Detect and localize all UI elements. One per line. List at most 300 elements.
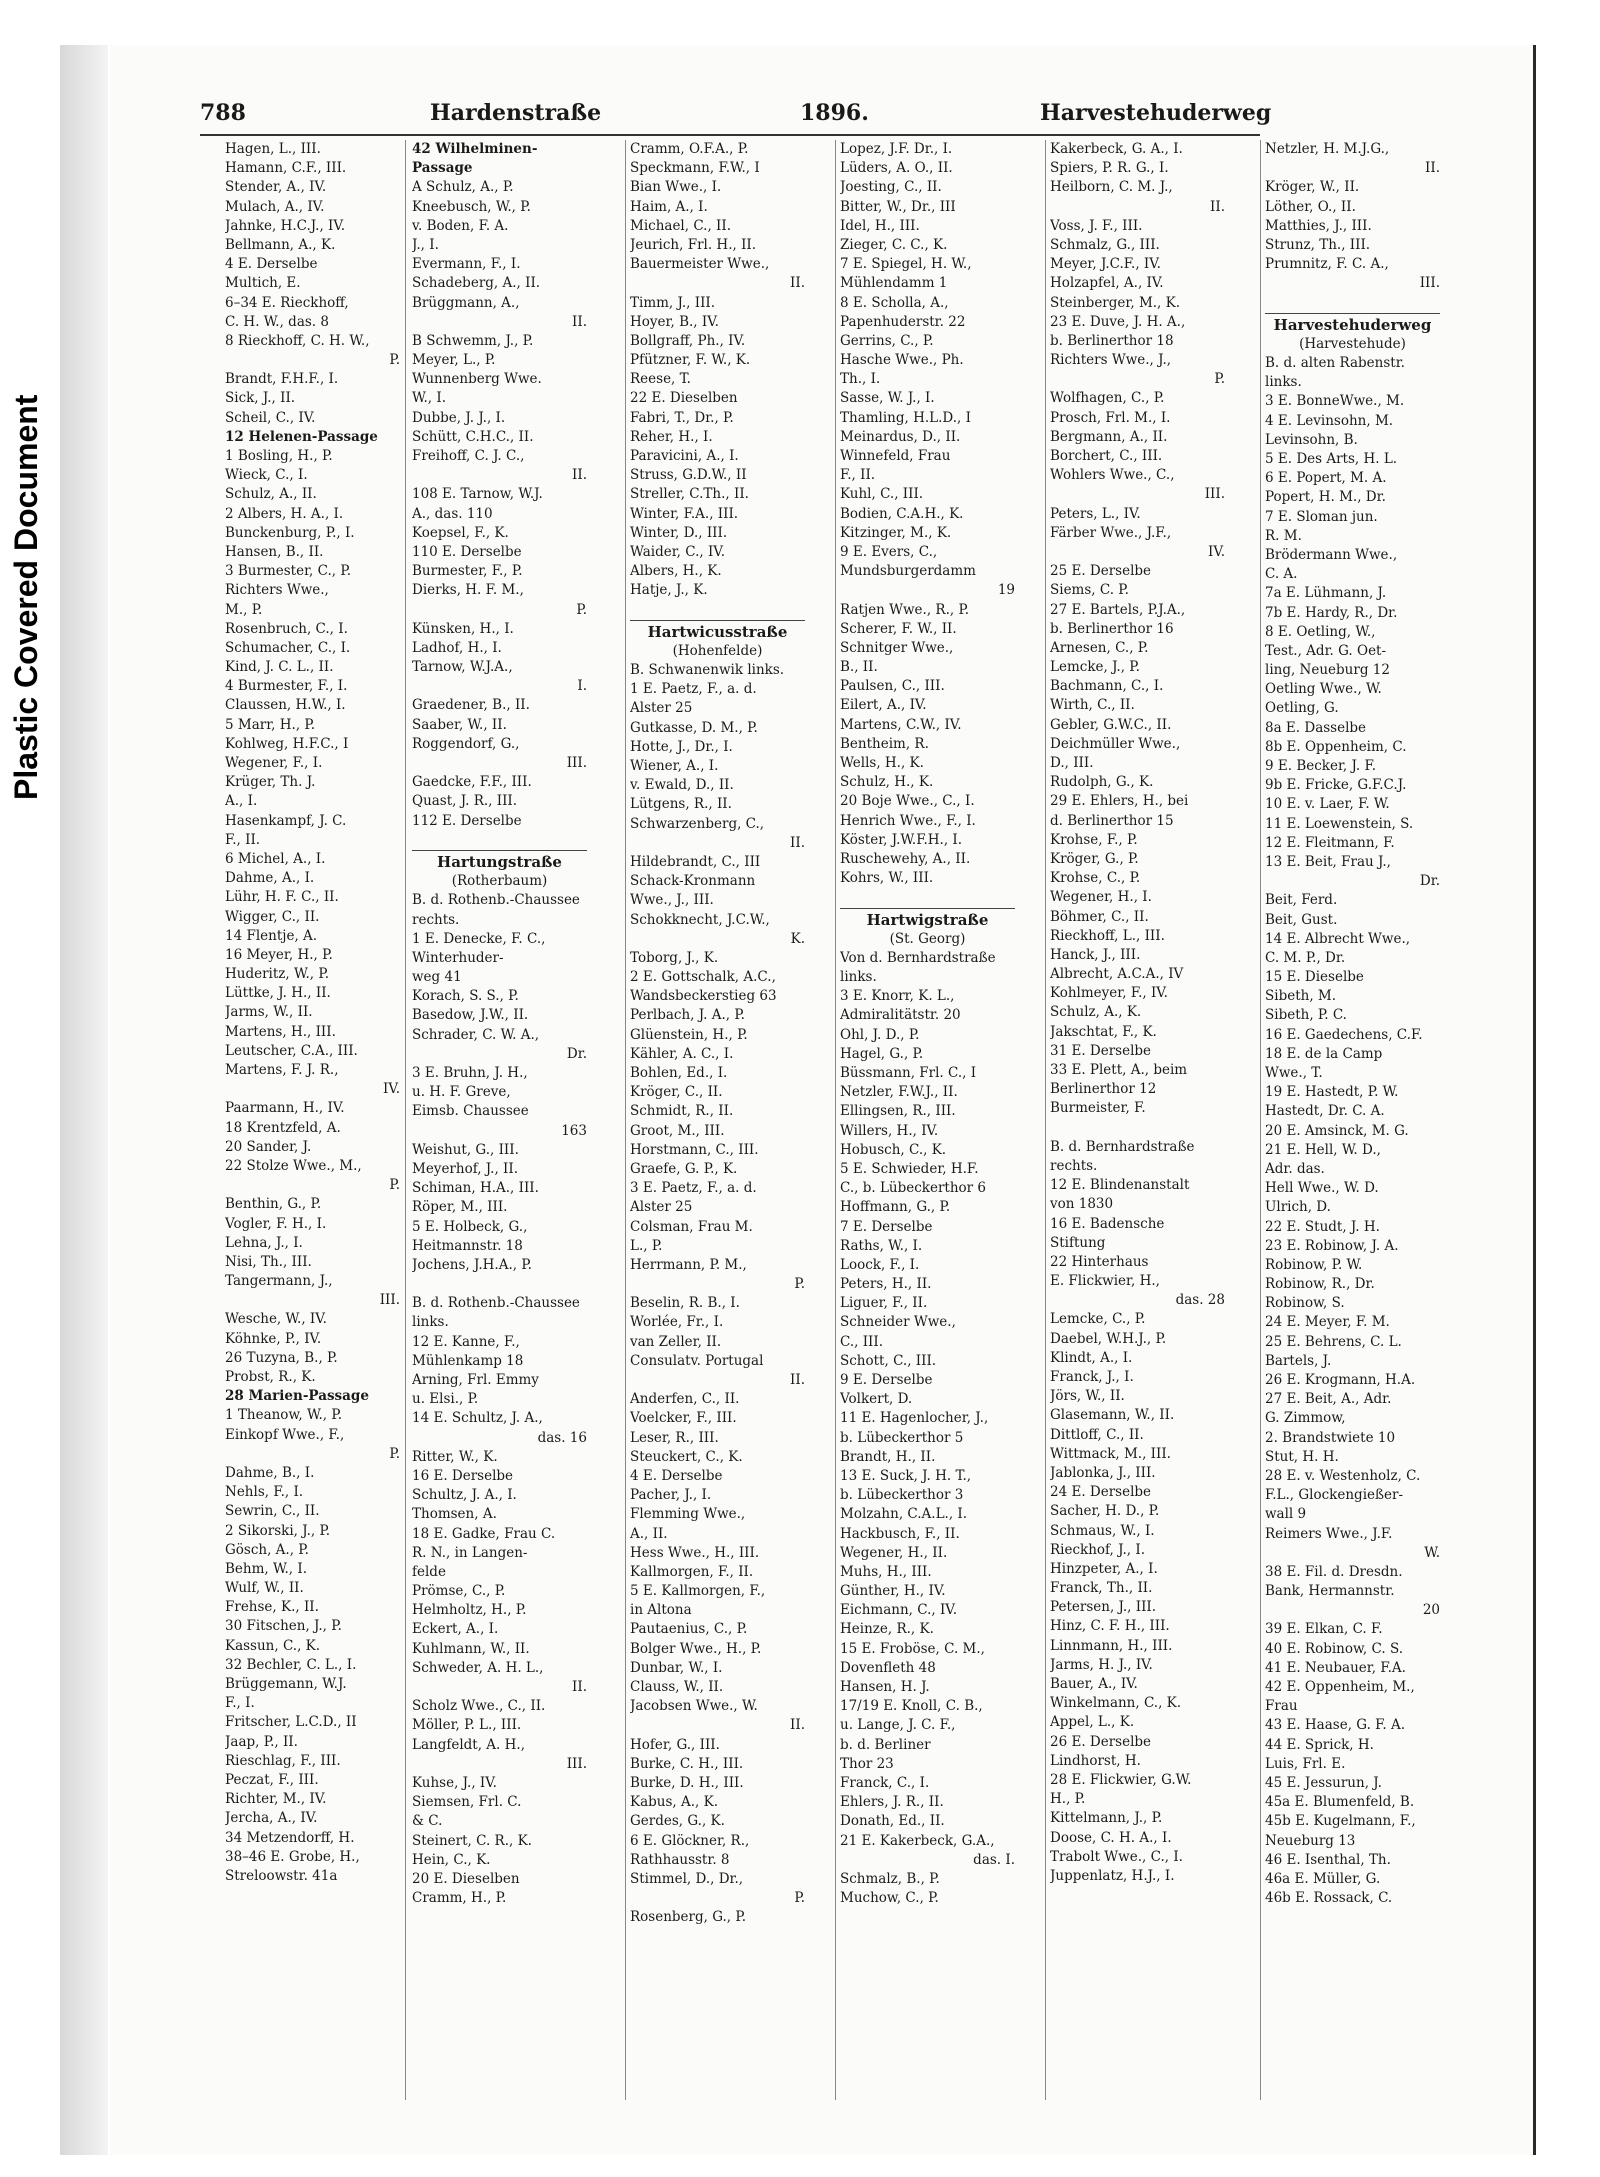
left-street-title: Hardenstraße [430,100,602,126]
directory-line: R. N., in Langen- [412,1544,528,1561]
directory-line: Freihoff, C. J. C., [412,448,525,464]
directory-line: Hastedt, Dr. C. A. [1265,1103,1385,1120]
directory-line: 11 E. Loewenstein, S. [1265,815,1414,832]
directory-line: Dr. [1419,873,1440,890]
right-street-title: Harvestehuderweg [1040,100,1272,126]
directory-line: Prömse, C., P. [412,1583,506,1600]
directory-line: Stender, A., IV. [225,179,327,196]
directory-line: Paarmann, H., IV. [225,1100,345,1117]
directory-line: J., I. [412,236,439,253]
directory-line: III. [1419,275,1440,292]
directory-line: Peters, H., II. [840,1276,932,1293]
directory-line: II. [572,1679,587,1695]
directory-line: Henrich Wwe., F., I. [840,812,976,829]
directory-line: Trabolt Wwe., C., I. [1050,1848,1183,1865]
directory-line: Hinzpeter, A., I. [1050,1560,1158,1577]
directory-line: Prosch, Frl. M., I. [1050,409,1171,426]
directory-column-2 [412,140,587,2100]
directory-line: Kohrs, W., III. [840,870,934,887]
directory-line: Jakschtat, F., K. [1050,1023,1157,1040]
directory-line: ling, Neueburg 12 [1265,662,1390,679]
directory-line: Voelcker, F., III. [630,1410,737,1427]
directory-line: Schokknecht, J.C.W., [630,911,770,928]
directory-line: Heinze, R., K. [840,1621,934,1638]
directory-line: Wulf, W., II. [225,1580,304,1597]
directory-line: das. 28 [1175,1292,1225,1309]
column-divider [405,140,406,2100]
directory-line: Eckert, A., I. [412,1621,499,1638]
directory-line: Claussen, H.W., I. [225,697,346,714]
directory-line: Anderfen, C., II. [630,1391,740,1408]
directory-line: Quast, J. R., III. [412,793,518,810]
directory-line: 20 E. Dieselben [412,1870,520,1887]
column-divider [1260,140,1261,2100]
directory-line: W., I. [412,390,447,407]
directory-line: K. [790,930,805,947]
directory-line: II. [790,834,805,851]
directory-line: Wittmack, M., III. [1050,1445,1171,1462]
directory-line: Scheil, C., IV. [225,409,316,426]
directory-line: Siemsen, Frl. C. [412,1794,522,1811]
directory-line: Beselin, R. B., I. [630,1295,740,1312]
directory-line: Hell Wwe., W. D. [1265,1180,1379,1197]
directory-line: Pacher, J., I. [630,1487,712,1504]
directory-line: Rieckhoff, L., III. [1050,927,1165,944]
directory-line: Weishut, G., III. [412,1141,519,1158]
directory-line: Kassun, C., K. [225,1637,321,1654]
directory-line: 112 E. Derselbe [412,812,522,829]
directory-line: 14 E. Albrecht Wwe., [1265,930,1411,947]
directory-line: B., II. [840,659,878,676]
directory-line: Beit, Ferd. [1265,892,1338,909]
directory-line: 20 Boje Wwe., C., I. [840,793,975,810]
directory-line: Wandsbeckerstieg 63 [630,988,777,1005]
directory-line: Schadeberg, A., II. [412,275,541,292]
directory-line: (Rotherbaum) [451,873,548,890]
directory-line: Kakerbeck, G. A., I. [1050,141,1183,157]
directory-line: Schott, C., III. [840,1352,937,1369]
directory-line: Hagen, L., III. [225,141,321,157]
directory-line: Toborg, J., K. [630,949,719,966]
directory-line: 42 Wilhelminen- [412,141,538,157]
directory-line: Lüttke, J. H., II. [225,985,331,1002]
directory-line: Multich, E. [225,275,301,292]
directory-line: 10 E. v. Laer, F. W. [1265,796,1390,813]
directory-line: Hartwicusstraße [630,620,805,642]
directory-line: Willers, H., IV. [840,1122,939,1139]
directory-line: Jarms, W., II. [225,1004,313,1021]
directory-line: B. d. Rothenb.-Chaussee [412,892,580,909]
directory-line: Herrmann, P. M., [630,1256,747,1273]
directory-line: Brödermann Wwe., [1265,546,1398,563]
directory-line: Burmester, F., P. [412,563,523,580]
directory-line: Hansen, H. J. [840,1679,930,1695]
directory-line: Pautaenius, C., P. [630,1621,748,1638]
directory-line: Flemming Wwe., [630,1506,746,1523]
directory-line: 12 E. Fleitmann, F. [1265,834,1395,851]
directory-line: Färber Wwe., J.F., [1050,524,1172,541]
directory-line: Robinow, R., Dr. [1265,1276,1375,1293]
directory-line: Alster 25 [630,700,693,717]
directory-line: Bian Wwe., I. [630,179,722,196]
directory-line: Bohlen, Ed., I. [630,1065,728,1081]
directory-line: 15 E. Dieselbe [1265,969,1364,986]
directory-line: Dovenfleth 48 [840,1659,936,1676]
directory-line: 41 E. Neubauer, F.A. [1265,1659,1406,1676]
directory-line: Schweder, A. H. L., [412,1659,544,1676]
directory-line: Meyer, J.C.F., IV. [1050,256,1161,273]
directory-line: 43 E. Haase, G. F. A. [1265,1717,1406,1734]
page-header [200,100,1272,132]
directory-line: Stut, H. H. [1265,1448,1339,1465]
directory-line: Hildebrandt, C., III [630,853,761,870]
directory-line: 45 E. Jessurun, J. [1265,1774,1382,1791]
directory-line: D., III. [1050,755,1094,771]
column-divider [625,140,626,2100]
directory-line: b. Lübeckerthor 3 [840,1487,964,1504]
directory-line: W. [1424,1544,1440,1561]
directory-line: Hartungstraße [412,850,587,872]
directory-line: Bunckenburg, P., I. [225,524,355,541]
directory-line: links. [412,1314,449,1331]
directory-line: 12 Helenen-Passage [225,428,378,445]
directory-line: Brandt, F.H.F., I. [225,371,339,388]
directory-line: Worlée, Fr., I. [630,1314,724,1331]
directory-line: Thamling, H.L.D., I [840,409,971,426]
directory-line: 25 E. Behrens, C. L. [1265,1333,1402,1350]
directory-line: 7 E. Sloman jun. [1265,508,1378,525]
directory-line: Fabri, T., Dr., P. [630,409,734,426]
directory-line: (Harvestehude) [1299,335,1406,352]
directory-line: Peters, L., IV. [1050,505,1141,522]
directory-line: Lehna, J., I. [225,1234,303,1251]
directory-line: 7b E. Hardy, R., Dr. [1265,604,1398,621]
directory-line: 2 Sikorski, J., P. [225,1522,331,1539]
directory-line: Nisi, Th., III. [225,1253,312,1270]
directory-line: 4 E. Derselbe [225,256,318,273]
directory-line: Richters Wwe., [225,582,329,599]
directory-line: Dahme, A., I. [225,870,315,887]
directory-line: 45b E. Kugelmann, F., [1265,1813,1416,1830]
directory-line: (St. Georg) [889,930,966,947]
directory-line: Neueburg 13 [1265,1832,1356,1849]
year: 1896. [800,100,869,126]
directory-line: Hansen, B., II. [225,543,324,560]
directory-line: Adr. das. [1265,1160,1325,1177]
directory-line: Jacobsen Wwe., W. [630,1698,758,1715]
directory-line: 6–34 E. Rieckhoff, [225,294,349,311]
directory-line: 5 Marr, H., P. [225,716,316,733]
directory-line: Eichmann, C., IV. [840,1602,957,1619]
directory-line: IV. [1207,543,1225,560]
directory-line: Siems, C. P. [1050,582,1129,599]
directory-line: 19 [997,582,1015,599]
directory-line: 28 E. v. Westenholz, C. [1265,1467,1421,1484]
directory-line: 24 E. Derselbe [1050,1484,1152,1501]
directory-line: Lütgens, R., II. [630,796,732,813]
directory-line: Behm, W., I. [225,1560,308,1577]
directory-line: 12 E. Kanne, F., [412,1333,520,1350]
directory-line: 42 E. Oppenheim, M., [1265,1679,1415,1695]
directory-line: P. [576,601,587,618]
directory-line: 1 Theanow, W., P. [225,1407,343,1424]
directory-line: Prumnitz, F. C. A., [1265,256,1389,273]
directory-line: Schneider Wwe., [840,1314,956,1331]
directory-line: Wesche, W., IV. [225,1311,327,1328]
directory-line: Sasse, W. J., I. [840,390,935,407]
directory-line: 39 E. Elkan, C. F. [1265,1621,1383,1638]
directory-line [630,601,805,620]
directory-line: Bitter, W., Dr., III [840,198,956,215]
directory-line: Borchert, C., III. [1050,448,1163,464]
directory-line: Heilborn, C. M. J., [1050,179,1173,196]
directory-line: 1 E. Denecke, F. C., [412,930,546,947]
directory-line: Franck, Th., II. [1050,1580,1153,1597]
directory-line: 15 E. Froböse, C. M., [840,1640,985,1657]
directory-line: Hatje, J., K. [630,582,708,599]
directory-line: 4 E. Levinsohn, M. [1265,412,1394,429]
directory-line: 46a E. Müller, G. [1265,1870,1381,1887]
directory-line: Harvestehuderweg [1265,313,1440,335]
directory-line: weg 41 [412,969,462,986]
directory-line: M., P. [225,601,263,618]
directory-line: Jörs, W., II. [1050,1388,1125,1405]
directory-line: II. [790,1372,805,1388]
directory-line: Wegener, H., II. [840,1544,948,1561]
directory-line: Schulz, A., K. [1050,1004,1142,1021]
directory-line: C. A. [1265,566,1298,583]
directory-line: F., I. [225,1695,255,1712]
directory-line: Rudolph, G., K. [1050,774,1154,791]
directory-line: Doose, C. H. A., I. [1050,1829,1172,1846]
directory-line: Streller, C.Th., II. [630,486,749,503]
directory-line: rechts. [412,911,460,928]
directory-line: Lemcke, C., P. [1050,1311,1146,1328]
directory-line: Sacher, H. D., P. [1050,1503,1160,1520]
directory-line: B. d. alten Rabenstr. [1265,355,1405,372]
directory-line: 21 E. Hell, W. D., [1265,1141,1381,1158]
directory-line: rechts. [1050,1157,1098,1174]
directory-line: 26 Tuzyna, B., P. [225,1349,338,1366]
directory-line: P. [794,1276,805,1293]
directory-line: Tarnow, W.J.A., [412,659,513,676]
directory-line: Büssmann, Frl. C., I [840,1065,977,1081]
directory-line: Brandt, H., II. [840,1448,936,1465]
directory-line: Mühlendamm 1 [840,275,948,292]
directory-line: 22 Hinterhaus [1050,1253,1149,1270]
directory-line: u. Lange, J. C. F., [840,1717,956,1734]
directory-line: 25 E. Derselbe [1050,563,1152,580]
directory-line: Sewrin, C., II. [225,1503,320,1520]
directory-line: Kröger, G., P. [1050,850,1139,867]
directory-line: Burke, D. H., III. [630,1774,744,1791]
directory-line: Wohlers Wwe., C., [1050,467,1175,484]
directory-line: 18 E. de la Camp [1265,1045,1383,1062]
directory-line: 108 E. Tarnow, W.J. [412,486,543,503]
directory-line: B. d. Rothenb.-Chaussee [412,1295,580,1312]
directory-line: Kallmorgen, F., II. [630,1563,754,1580]
directory-line: Martens, H., III. [225,1023,336,1040]
directory-line: Gebler, G.W.C., II. [1050,716,1172,733]
directory-line: (Hohenfelde) [672,642,763,659]
directory-line [412,1275,587,1294]
directory-line: Winnefeld, Frau [840,448,951,464]
directory-line: 16 E. Gaedechens, C.F. [1265,1026,1423,1043]
directory-line: Leser, R., III. [630,1429,719,1446]
side-label: Plastic Covered Document [8,394,44,800]
directory-line: Streloowstr. 41a [225,1867,338,1884]
directory-line: Popert, H. M., Dr. [1265,489,1386,506]
directory-line: Thomsen, A. [412,1506,497,1523]
directory-line: Hagel, G., P. [840,1045,924,1062]
directory-line: 45a E. Blumenfeld, B. [1265,1794,1415,1811]
directory-line: Berlinerthor 12 [1050,1081,1157,1098]
directory-line: Oetling, G. [1265,700,1339,717]
directory-line: Hoyer, B., IV. [630,313,719,330]
directory-line: wall 9 [1265,1506,1307,1523]
directory-line: Bauer, A., IV. [1050,1676,1138,1692]
directory-line: 23 E. Robinow, J. A. [1265,1237,1399,1254]
directory-line: Glüenstein, H., P. [630,1026,748,1043]
directory-line: Kohlmeyer, F., IV. [1050,985,1168,1002]
directory-line: Jercha, A., IV. [225,1810,318,1827]
directory-line: Haim, A., I. [630,198,708,215]
directory-line: 5 E. Schwieder, H.F. [840,1160,979,1177]
directory-line: Robinow, P. W. [1265,1256,1363,1273]
directory-line: 28 E. Flickwier, G.W. [1050,1771,1192,1788]
directory-line: Jahnke, H.C.J., IV. [225,217,346,234]
directory-line: Kröger, C., II. [630,1084,723,1101]
directory-line: Leutscher, C.A., III. [225,1042,358,1059]
directory-line: b. d. Berliner [840,1736,931,1753]
directory-line: Loock, F., I. [840,1256,920,1273]
directory-line: Burmeister, F. [1050,1100,1146,1117]
directory-line: II. [790,275,805,292]
directory-line: Kittelmann, J., P. [1050,1810,1163,1827]
directory-line: Scholz Wwe., C., II. [412,1698,546,1715]
directory-line: Ehlers, J. R., II. [840,1794,944,1811]
directory-line: Scherer, F. W., II. [840,620,957,637]
directory-line: Kuhl, C., III. [840,486,924,503]
directory-line: Rathhausstr. 8 [630,1851,730,1868]
directory-line: Martens, F. J. R., [225,1062,339,1078]
directory-line: 3 E. BonneWwe., M. [1265,393,1405,410]
directory-line: Möller, P. L., III. [412,1717,522,1734]
directory-line: Wigger, C., II. [225,908,320,925]
directory-line: Perlbach, J. A., P. [630,1007,745,1024]
directory-line: Von d. Bernhardstraße [840,949,996,966]
directory-line: 31 E. Derselbe [1050,1042,1152,1059]
directory-line: 20 E. Amsinck, M. G. [1265,1122,1409,1139]
directory-line: v. Ewald, D., II. [630,777,734,794]
directory-line: Kabus, A., K. [630,1794,718,1811]
directory-line: Hofer, G., III. [630,1736,720,1753]
directory-line: 9 E. Derselbe [840,1372,933,1388]
directory-line: III. [566,1755,587,1772]
directory-line: Bolger Wwe., H., P. [630,1640,762,1657]
directory-line: Arnesen, C., P. [1050,639,1149,656]
directory-line: Oetling Wwe., W. [1265,681,1382,698]
directory-line: Th., I. [840,371,881,388]
directory-line: F., II. [225,831,261,848]
directory-line: Wells, H., K. [840,755,924,771]
directory-line: von 1830 [1050,1196,1114,1213]
directory-line: E. Flickwier, H., [1050,1273,1160,1290]
directory-line: Passage [412,160,473,177]
directory-line: B. d. Bernhardstraße [1050,1138,1195,1155]
directory-line: Schmalz, G., III. [1050,236,1160,253]
directory-line: Dahme, B., I. [225,1464,315,1481]
directory-line: links. [1265,374,1302,391]
directory-line: P. [389,1177,400,1194]
directory-line: Strunz, Th., III. [1265,236,1371,253]
directory-line: Köster, J.W.F.H., I. [840,831,963,848]
directory-line: B. Schwanenwik links. [630,662,785,679]
directory-line: Reher, H., I. [630,428,713,445]
directory-line: 2. Brandstwiete 10 [1265,1429,1396,1446]
directory-line: Levinsohn, B. [1265,431,1358,448]
directory-line: Sibeth, P. C. [1265,1007,1347,1024]
directory-line: H., P. [1050,1791,1086,1808]
directory-line: Jaap, P., II. [225,1733,298,1750]
directory-line: Timm, J., III. [630,294,716,311]
directory-line: Krohse, C., P. [1050,870,1141,887]
directory-line: Paulsen, C., III. [840,678,945,695]
directory-line: Rieckhof, J., I. [1050,1541,1145,1558]
directory-line: Burke, C. H., III. [630,1755,744,1772]
directory-line: 20 [1422,1602,1440,1619]
directory-line: Kind, J. C. L., II. [225,659,334,676]
directory-line: Rieschlag, F., III. [225,1752,341,1769]
directory-line: Consulatv. Portugal [630,1352,764,1369]
directory-line: Saaber, W., II. [412,716,507,733]
directory-line: 38–46 E. Grobe, H., [225,1848,360,1865]
directory-line: Netzler, F.W.J., II. [840,1084,958,1101]
directory-line: Wwe., T. [1265,1065,1323,1081]
directory-line: 16 E. Badensche [1050,1215,1165,1232]
directory-line: 22 E. Studt, J. H. [1265,1218,1380,1235]
directory-line: 14 E. Schultz, J. A., [412,1410,543,1427]
directory-line: Idel, H., III. [840,217,920,234]
directory-line: Sick, J., II. [225,390,296,407]
directory-line: 29 E. Ehlers, H., bei [1050,793,1189,810]
directory-line: Dierks, H. F. M., [412,582,524,599]
directory-column-4 [840,140,1015,2100]
directory-line: Liguer, F., II. [840,1295,928,1312]
directory-line: II. [1210,198,1225,215]
directory-line: 32 Bechler, C. L., I. [225,1656,357,1673]
directory-line: Wolfhagen, C., P. [1050,390,1165,407]
directory-line: 6 E. Glöckner, R., [630,1832,750,1849]
directory-line: 46 E. Isenthal, Th. [1265,1851,1391,1868]
directory-line: Schmalz, B., P. [840,1870,940,1887]
directory-line: Probst, R., K. [225,1369,316,1385]
directory-line: Hinz, C. F. H., III. [1050,1618,1170,1635]
directory-line: Schiman, H.A., III. [412,1180,539,1197]
directory-line: Zieger, C. C., K. [840,236,948,253]
directory-line: Schulz, A., II. [225,486,317,503]
directory-line: 22 Stolze Wwe., M., [225,1157,362,1174]
directory-line: Langfeldt, A. H., [412,1736,525,1753]
directory-line: Steinert, C. R., K. [412,1832,532,1849]
directory-line: Colsman, Frau M. [630,1218,753,1235]
directory-column-5 [1050,140,1225,2100]
directory-line: G. Zimmow, [1265,1410,1346,1427]
directory-line: links. [840,969,877,986]
directory-line: Meyer, L., P. [412,352,496,369]
directory-line: 7 E. Derselbe [840,1218,933,1235]
directory-line: Eimsb. Chaussee [412,1103,529,1120]
